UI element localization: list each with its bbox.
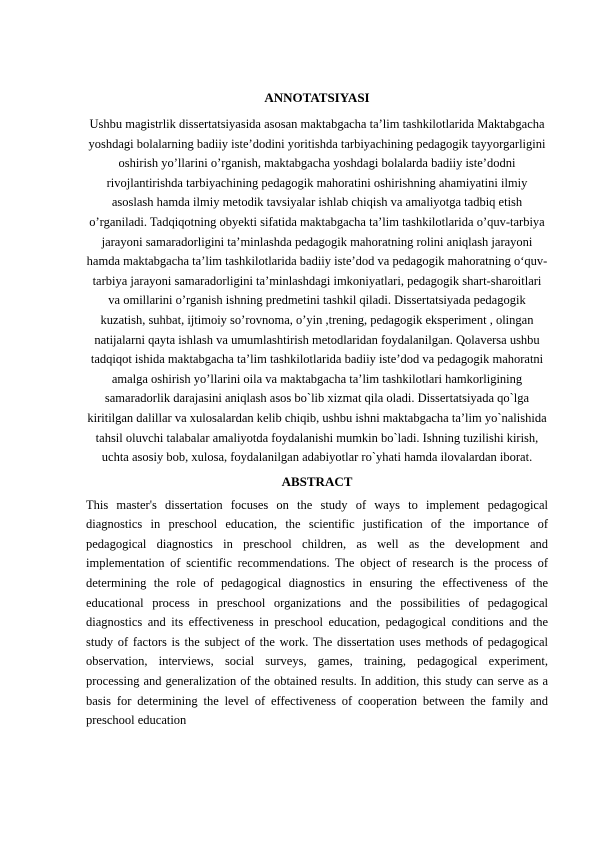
- abstract-title: ABSTRACT: [281, 473, 353, 489]
- abstract-body: This master's dissertation focuses on the study of ways to implement pedagogical diagnostics in preschool education, the scientific justification of the importance of pedagogical diagnostics in preschool children, as well as the development and implementation of scientific recommendations. The object of research is the process of determining the role of pedagogical diagnostics in ensuring the effectiveness of the educational process in preschool organizations and the possibilities of pedagogical diagnostics and its effectiveness in preschool education, pedagogical conditions and the study of factors is the subject of the work. The dissertation uses methods of pedagogical observation, interviews, social surveys, games, training, pedagogical experiment, processing and generalization of the obtained results. In addition, this study can serve as a basis for determining the level of effectiveness of cooperation between the family and preschool education: [86, 497, 548, 728]
- annotation-body: Ushbu magistrlik dissertatsiyasida asosan maktabgacha ta’lim tashkilotlarida Maktabgacha yoshdagi bolalarning badiiy iste’dodini yoritishda tarbiyachining pedagogik tayyorgarligini oshirish yo’llarini o’rganish, maktabgacha yoshdagi bolalarda badiiy iste’dodni rivojlantirishda tarbiyachining pedagogik mahoratini oshirishning ahamiyatini ilmiy asoslash hamda ilmiy metodik tavsiyalar ishlab chiqish va amaliyotga tadbiq etish o’rganiladi. Tadqiqotning obyekti sifatida maktabgacha ta’lim tashkilotlarida o’quv-tarbiya jarayoni samaradorligini ta’minlashda pedagogik mahoratning rolini aniqlash jarayoni hamda maktabgacha ta’lim tashkilotlarida badiiy iste’dod va pedagogik mahoratning o‘quv-tarbiya jarayoni samaradorligini ta’minlashdagi imkoniyatlari, pedagogik shart-sharoitlari va omillarini o’rganish ishning predmetini tashkil qiladi. Dissertatsiyada pedagogik kuzatish, suhbat, ijtimoiy so’rovnoma, o’yin ,trening, pedagogik eksperiment , olingan natijalarni qayta ishlash va umumlashtirish metodlaridan foydalanilgan. Qolaversa ushbu tadqiqot ishida maktabgacha ta’lim tashkilotlarida badiiy iste’dod va pedagogik mahoratni amalga oshirish yo’llarini oila va maktabgacha ta’lim tashkilotlari hamkorligining samaradorlik darajasini aniqlash asos bo`lib xizmat qila oladi. Dissertatsiyada qo`lga kiritilgan dalillar va xulosalardan kelib chiqib, ushbu ishni maktabgacha ta’lim yo`nalishida tahsil oluvchi talabalar amaliyotda foydalanishi mumkin bo`ladi. Ishning tuzilishi kirish, uchta asosiy bob, xulosa, foydalanilgan adabiyotlar ro`yhati hamda ilovalardan iborat.: [86, 117, 548, 465]
- document-page: [86, 88, 548, 731]
- annotation-title: ANNOTATSIYASI: [264, 90, 370, 105]
